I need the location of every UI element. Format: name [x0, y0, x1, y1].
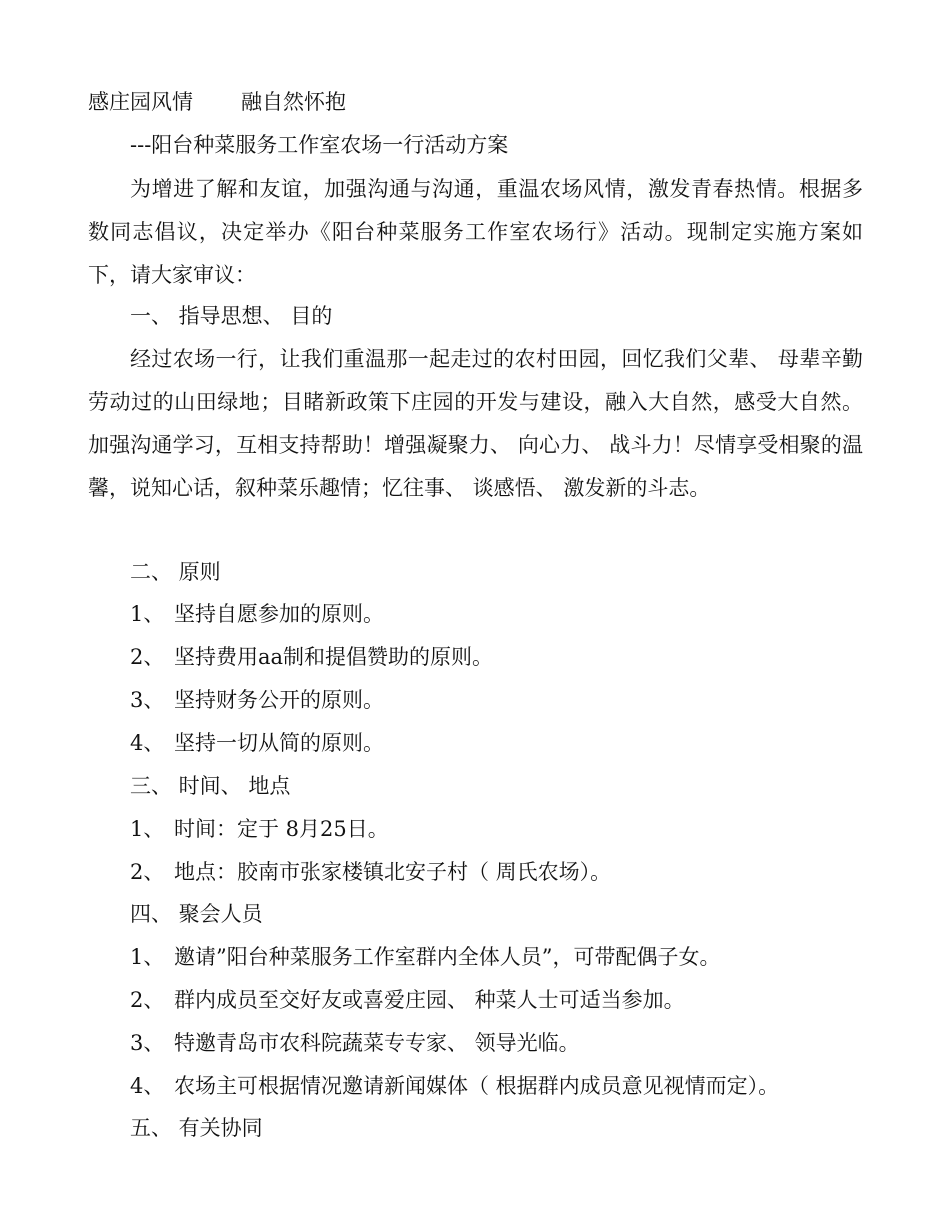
list-item-text: 坚持费用aa制和提倡赞助的原则。 [174, 645, 494, 669]
title-left: 感庄园风情 [88, 90, 193, 114]
list-item-number: 1、 [130, 817, 165, 841]
list-item-text: 地点：胶南市张家楼镇北安子村（ 周氏农场）。 [174, 860, 612, 884]
list-item [130, 815, 389, 843]
section-3-heading: 三、 时间、 地点 [130, 774, 291, 798]
list-item-text: 坚持自愿参加的原则。 [174, 602, 384, 626]
section-1-heading: 一、 指导思想、 目的 [130, 304, 333, 328]
section-2-heading: 二、 原则 [130, 560, 221, 584]
list-item-text: 时间：定于 8月25日。 [174, 817, 389, 841]
list-item-number: 1、 [130, 945, 165, 969]
list-item-number: 2、 [130, 860, 165, 884]
list-item-number: 3、 [130, 1031, 165, 1055]
document-subtitle: ---阳台种菜服务工作室农场一行活动方案 [130, 133, 509, 157]
list-item [130, 943, 720, 971]
list-item-text: 特邀青岛市农科院蔬菜专专家、 领导光临。 [174, 1031, 580, 1055]
list-item [130, 600, 384, 628]
intro-paragraph: 为增进了解和友谊，加强沟通与沟通，重温农场风情，激发青春热情。根据多数同志倡议，决定举办《阳台种菜服务工作室农场行》活动。现制定实施方案如下，请大家审议： [88, 177, 863, 287]
list-item [130, 1029, 580, 1057]
list-item-text: 坚持财务公开的原则。 [174, 688, 384, 712]
list-item-number: 2、 [130, 988, 165, 1012]
section-5-heading: 五、 有关协同 [130, 1116, 263, 1140]
list-item-number: 3、 [130, 688, 165, 712]
section-1-body: 经过农场一行，让我们重温那一起走过的农村田园，回忆我们父辈、 母辈辛勤劳动过的山田绿地；目睹新政策下庄园的开发与建设，融入大自然，感受大自然。加强沟通学习，互相支持帮助！增强凝聚力、 向心力、 战斗力！尽情享受相聚的温馨，说知心话，叙种菜乐趣情；忆往事、 谈感悟、 激发新的斗志。 [88, 347, 863, 500]
document-title [88, 88, 346, 116]
section-4-heading: 四、 聚会人员 [130, 902, 263, 926]
list-item-number: 4、 [130, 1074, 165, 1098]
list-item [130, 643, 493, 671]
title-right: 融自然怀抱 [241, 90, 346, 114]
list-item-text: 农场主可根据情况邀请新闻媒体（ 根据群内成员意见视情而定）。 [174, 1074, 780, 1098]
list-item [130, 1072, 779, 1100]
list-item-number: 1、 [130, 602, 165, 626]
list-item-number: 4、 [130, 731, 165, 755]
list-item-text: 群内成员至交好友或喜爱庄园、 种菜人士可适当参加。 [174, 988, 685, 1012]
list-item [130, 858, 611, 886]
list-item [130, 729, 384, 757]
list-item-text: 邀请”阳台种菜服务工作室群内全体人员”，可带配偶子女。 [174, 945, 721, 969]
list-item-text: 坚持一切从简的原则。 [174, 731, 384, 755]
list-item-number: 2、 [130, 645, 165, 669]
list-item [130, 686, 384, 714]
list-item [130, 986, 685, 1014]
